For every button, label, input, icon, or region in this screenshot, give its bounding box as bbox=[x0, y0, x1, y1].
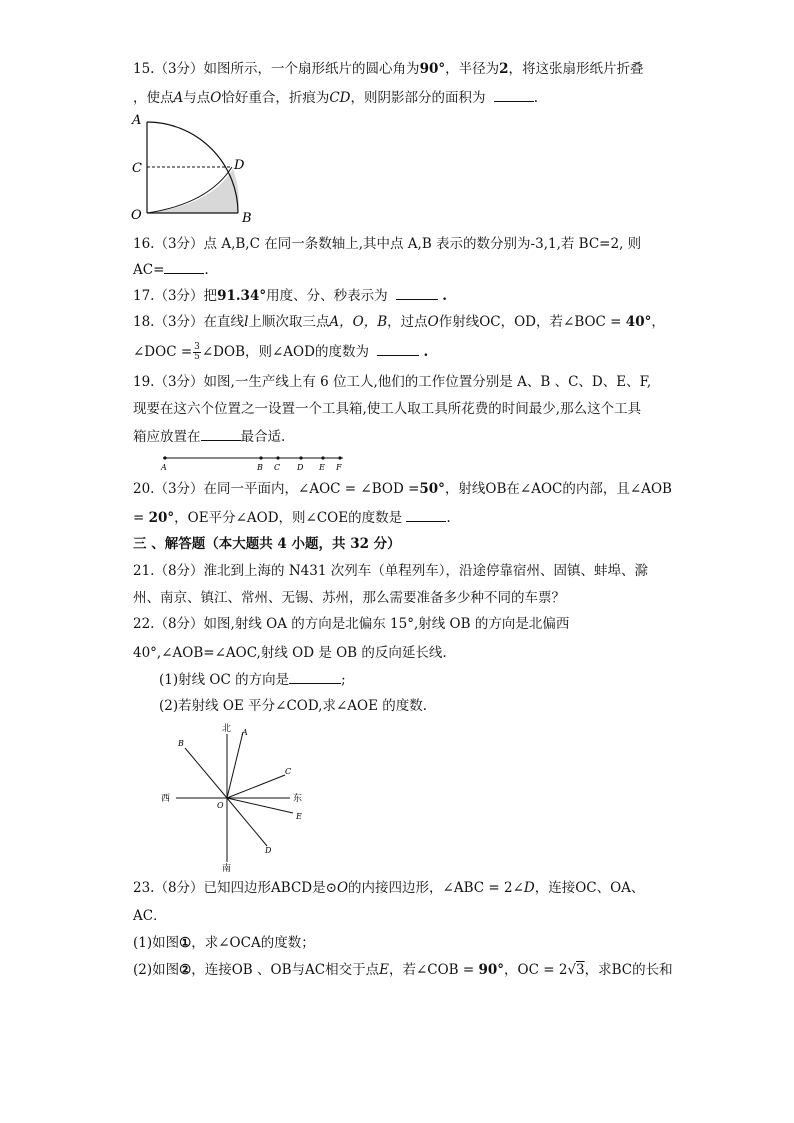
label-F: F bbox=[336, 463, 342, 472]
q19-answer-blank[interactable] bbox=[201, 426, 241, 441]
label-O: O bbox=[131, 208, 142, 223]
east-label: 东 bbox=[293, 794, 303, 804]
label-A: A bbox=[242, 728, 248, 737]
q16-line2: AC= . bbox=[133, 259, 209, 280]
q22-answer-blank[interactable] bbox=[289, 669, 341, 684]
q17-line: 17.（3分）把91.34°用度、分、秒表示为 . bbox=[133, 285, 447, 306]
q15-line1: 15.（3分）如图所示，一个扇形纸片的圆心角为90°，半径为2，将这张扇形纸片折叠 bbox=[133, 61, 644, 77]
label-D: D bbox=[234, 158, 245, 173]
point-A bbox=[163, 456, 166, 459]
fraction-3-5: $\frac{3}{5}$ bbox=[194, 342, 200, 362]
q23-sub1: (1)如图①，求∠OCA的度数； bbox=[133, 935, 315, 951]
label-E: E bbox=[319, 463, 325, 472]
point-B bbox=[259, 456, 262, 459]
label-B: B bbox=[178, 739, 184, 748]
point-C bbox=[276, 456, 279, 459]
west-label: 西 bbox=[161, 794, 171, 804]
q20-line1: 20.（3分）在同一平面内，∠AOC = ∠BOD =50°，射线OB在∠AOC的内部，且∠AOB bbox=[133, 481, 672, 497]
q19-line2: 现要在这六个位置之一设置一个工具箱,使工人取工具所花费的时间最少,那么这个工具 bbox=[133, 401, 642, 417]
north-label: 北 bbox=[222, 724, 232, 734]
q16-line1: 16.（3分）点 A,B,C 在同一条数轴上,其中点 A,B 表示的数分别为-3,1,若 BC=2, 则 bbox=[133, 236, 642, 252]
point-D bbox=[299, 456, 302, 459]
ray-OB bbox=[185, 748, 227, 798]
ray-OD bbox=[227, 798, 267, 846]
q21-line2: 州、南京、镇江、常州、无锡、苏州，那么需要准备多少种不同的车票？ bbox=[133, 590, 565, 606]
q16-answer-blank[interactable] bbox=[164, 259, 204, 274]
q23-sub2: (2)如图②，连接OB 、OB与AC相交于点E，若∠COB = 90°，OC = 2√3，求BC的长和 bbox=[133, 962, 673, 978]
label-D: D bbox=[265, 846, 272, 855]
point-F bbox=[338, 456, 341, 459]
sector-fold-figure bbox=[128, 112, 268, 224]
label-B: B bbox=[257, 463, 263, 472]
q22-sub2: (2)若射线 OE 平分∠COD,求∠AOE 的度数. bbox=[159, 698, 428, 714]
q22-line1: 22.（8分）如图,射线 OA 的方向是北偏东 15°,射线 OB 的方向是北偏西 bbox=[133, 616, 570, 632]
q22-sub1: (1)射线 OC 的方向是 ; bbox=[159, 669, 346, 690]
label-C: C bbox=[132, 161, 142, 176]
label-A: A bbox=[132, 113, 142, 128]
q18-line1: 18.（3分）在直线l上顺次取三点A，O，B，过点O作射线OC，OD，若∠BOC = 40°， bbox=[133, 314, 665, 330]
production-line-figure bbox=[155, 452, 350, 474]
label-C: C bbox=[274, 463, 281, 472]
ray-OA bbox=[227, 732, 243, 798]
sqrt-sign: √ bbox=[567, 962, 577, 978]
label-A: A bbox=[161, 463, 167, 472]
q18-answer-blank[interactable] bbox=[377, 341, 419, 356]
point-E bbox=[321, 456, 324, 459]
q23-line2: AC． bbox=[133, 908, 167, 924]
label-O: O bbox=[217, 801, 224, 810]
q18-line2: ∠DOC = $\frac{3}{5}$ ∠DOB，则∠AOD的度数为 . bbox=[133, 342, 429, 362]
compass-rays-figure bbox=[155, 720, 315, 872]
q19-line3: 箱应放置在 最合适. bbox=[133, 426, 285, 447]
label-E: E bbox=[296, 812, 302, 821]
label-B: B bbox=[242, 211, 252, 224]
q19-line1: 19.（3分）如图,一生产线上有 6 位工人,他们的工作位置分别是 A、B 、C、D、E、F, bbox=[133, 374, 652, 390]
ray-OC bbox=[227, 775, 285, 798]
q22-line2: 40°,∠AOB=∠AOC,射线 OD 是 OB 的反向延长线. bbox=[133, 645, 447, 661]
label-D: D bbox=[297, 463, 304, 472]
q17-answer-blank[interactable] bbox=[396, 285, 438, 300]
q15-line2: ，使点A与点O恰好重合，折痕为CD，则阴影部分的面积为 . bbox=[133, 87, 538, 108]
label-C: C bbox=[285, 767, 292, 776]
q21-line1: 21.（8分）淮北到上海的 N431 次列车（单程列车），沿途停靠宿州、固镇、蚌埠、滁 bbox=[133, 563, 648, 579]
q15-answer-blank[interactable] bbox=[494, 87, 534, 102]
q20-line2: = 20°，OE平分∠AOD，则∠COE的度数是 . bbox=[133, 507, 451, 528]
section-heading: 三 、解答题（本大题共 4 小题，共 32 分） bbox=[133, 536, 401, 552]
q23-line1: 23.（8分）已知四边形ABCD是⊙O的内接四边形，∠ABC = 2∠D，连接OC、OA、 bbox=[133, 880, 645, 896]
q20-answer-blank[interactable] bbox=[406, 507, 446, 522]
ray-OE bbox=[227, 798, 293, 813]
south-label: 南 bbox=[222, 864, 232, 872]
